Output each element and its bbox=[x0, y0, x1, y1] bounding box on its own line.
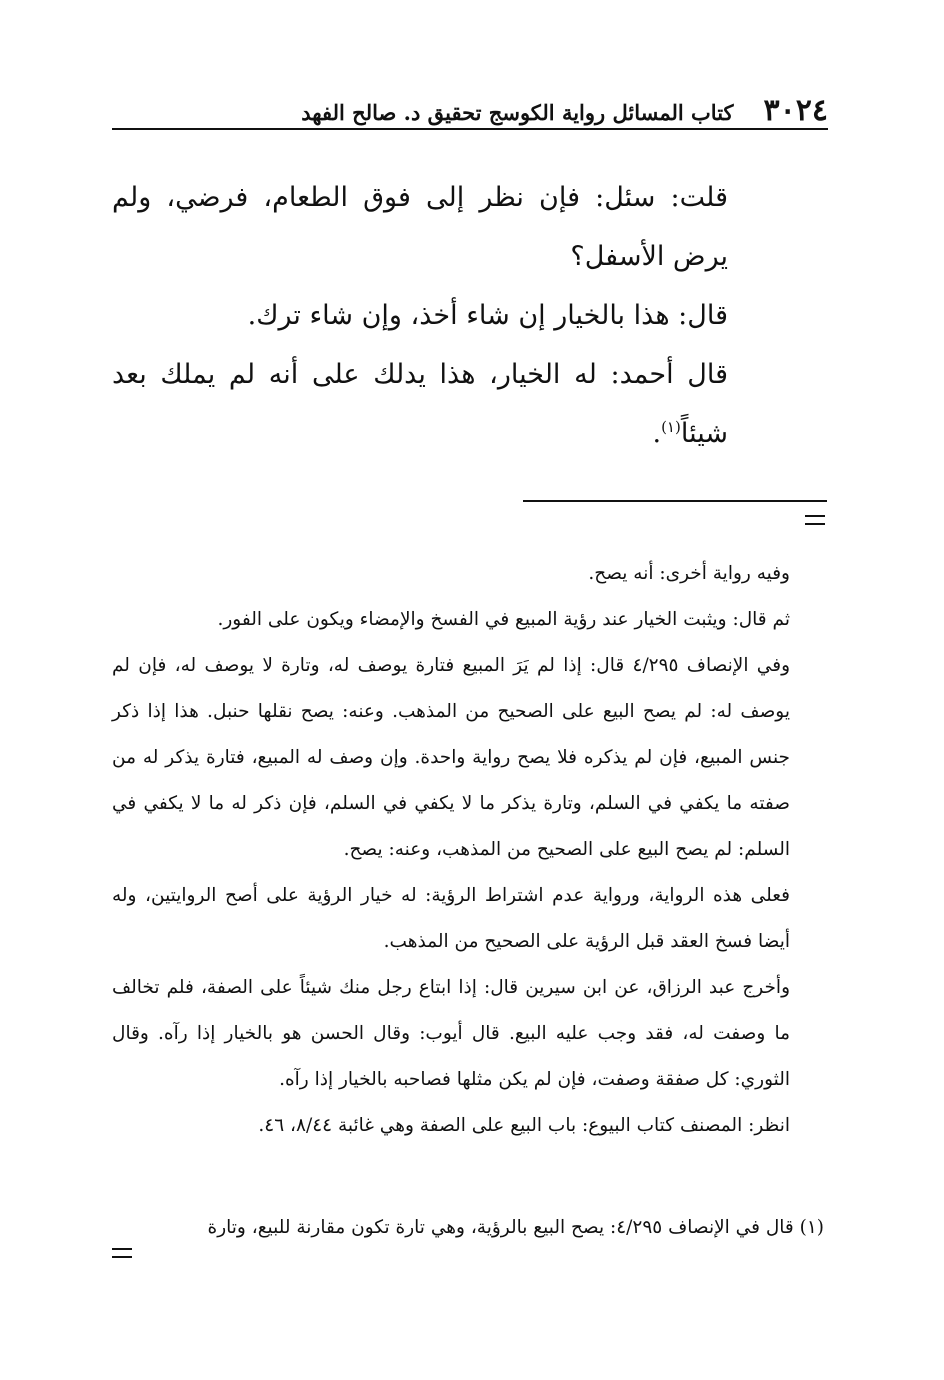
note-paragraph: فعلى هذه الرواية، ورواية عدم اشتراط الرؤية: له خيار الرؤية على أصح الروايتين، وله أيضا فسخ العقد قبل الرؤية على الصحيح من المذهب. bbox=[112, 885, 790, 952]
note-paragraph: انظر: المصنف كتاب البيوع: باب البيع على الصفة وهي غائبة ٨/٤٤، ٤٦. bbox=[258, 1115, 790, 1136]
footnote-reference: (١) bbox=[661, 418, 681, 436]
footnote-1: (١) قال في الإنصاف ٤/٢٩٥: يصح البيع بالرؤية، وهي تارة تكون مقارنة للبيع، وتارة bbox=[207, 1217, 824, 1238]
page-number: ٣٠٢٤ bbox=[763, 93, 828, 128]
note-paragraph: ثم قال: ويثبت الخيار عند رؤية المبيع في الفسخ والإمضاء ويكون على الفور. bbox=[217, 609, 790, 630]
note-paragraph: وأخرج عبد الرزاق، عن ابن سيرين قال: إذا ابتاع رجل منك شيئاً على الصفة، فلم تخالف ما وصفت له، فقد وجب عليه البيع. قال أيوب: وقال الحسن هو بالخيار إذا رآه. وقال الثوري: كل صفقة وصفت، فإن لم يكن مثلها فصاحبه بالخيار إذا رآه. bbox=[112, 977, 790, 1090]
main-paragraph: قال: هذا بالخيار إن شاء أخذ، وإن شاء ترك. bbox=[247, 300, 728, 331]
main-paragraph bbox=[112, 345, 728, 463]
footnote-continuation bbox=[112, 551, 790, 1149]
sentence-end: . bbox=[652, 418, 662, 449]
page-header bbox=[112, 88, 828, 128]
running-title: كتاب المسائل رواية الكوسج تحقيق د. صالح الفهد bbox=[301, 100, 734, 125]
main-paragraph-text: قال أحمد: له الخيار، هذا يدلك على أنه لم يملك بعد شيئاً bbox=[112, 359, 728, 449]
continuation-mark-bottom bbox=[112, 1248, 132, 1258]
header-rule bbox=[112, 128, 828, 130]
note-paragraph: وفي الإنصاف ٤/٢٩٥ قال: إذا لم يَرَ المبيع فتارة يوصف له، وتارة لا يوصف له، فإن لم يوصف له: لم يصح البيع على الصحيح من المذهب. وعنه: يصح نقلها حنبل. هذا إذا ذكر جنس المبيع، فإن لم يذكره فلا يصح رواية واحدة. وإن وصف له المبيع، فتارة يذكر له من صفته ما يكفي في السلم، وتارة يذكر ما لا يكفي في السلم، فإن ذكر له ما لا يكفي في السلم: لم يصح البيع على الصحيح من المذهب، وعنه: يصح. bbox=[112, 655, 791, 860]
continuation-mark-top bbox=[805, 515, 825, 525]
footnote-separator bbox=[523, 500, 827, 502]
note-paragraph: وفيه رواية أخرى: أنه يصح. bbox=[588, 563, 790, 584]
main-text bbox=[112, 168, 728, 463]
main-paragraph: قلت: سئل: فإن نظر إلى فوق الطعام، فرضي، ولم يرض الأسفل؟ bbox=[112, 182, 728, 272]
